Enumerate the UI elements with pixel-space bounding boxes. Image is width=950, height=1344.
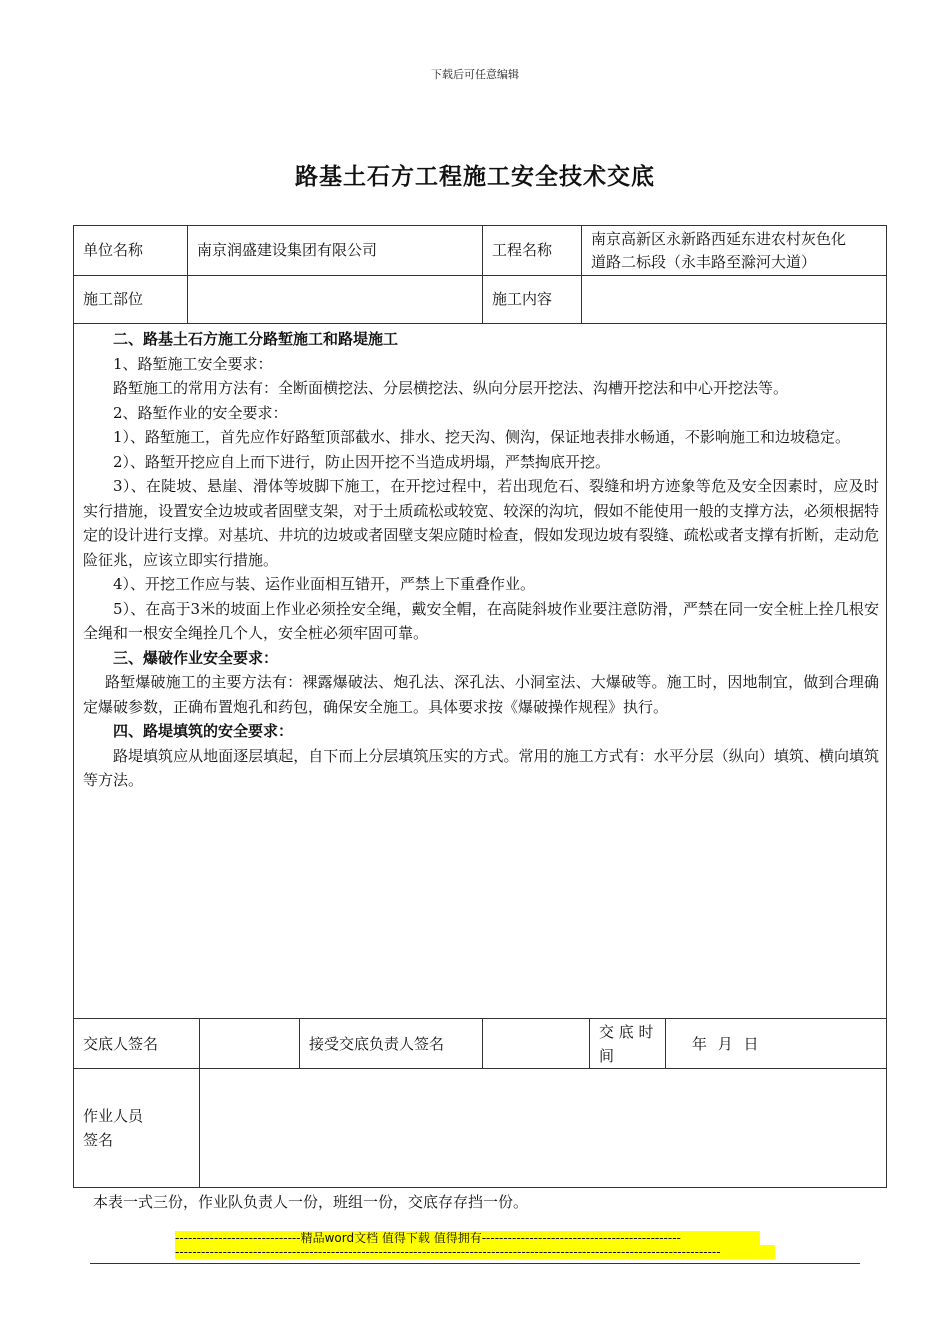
row-divider — [73, 323, 887, 324]
paragraph: 路堤填筑应从地面逐层填起，自下而上分层填筑压实的方式。常用的施工方式有：水平分层（纵向）填筑、横向填筑等方法。 — [83, 746, 879, 789]
header-note: 下载后可任意编辑 — [431, 68, 519, 81]
col-divider — [482, 225, 483, 323]
paragraph: 2）、路堑开挖应自上而下进行，防止因开挖不当造成坍塌，严禁掏底开挖。 — [113, 452, 611, 471]
disclosure-content — [83, 327, 879, 793]
document-title: 路基土石方工程施工安全技术交底 — [295, 164, 655, 190]
paragraph: 1）、路堑施工，首先应作好路堑顶部截水、排水、挖天沟、侧沟，保证地表排水畅通，不影响施工和边坡稳定。 — [113, 428, 851, 446]
paragraph: 2、路堑作业的安全要求： — [113, 403, 288, 422]
receiver-signature-label: 接受交底负责人签名 — [309, 1035, 445, 1053]
construction-content-label: 施工内容 — [492, 290, 553, 308]
paragraph: 路堑施工的常用方法有：全断面横挖法、分层横挖法、纵向分层开挖法、沟槽开挖法和中心开挖法等。 — [113, 379, 789, 397]
paragraph: 1、路堑施工安全要求： — [113, 354, 273, 373]
promo-banner-line2: ------------------------------------------------------------------------------------------------------------------------------ — [175, 1245, 775, 1259]
discloser-signature-label: 交底人签名 — [83, 1035, 159, 1053]
paragraph: 路堑爆破施工的主要方法有：裸露爆破法、炮孔法、深孔法、小洞室法、大爆破等。施工时，因地制宜，做到合理确定爆破参数，正确布置炮孔和药包，确保安全施工。具体要求按《爆破操作规程》执行。 — [83, 673, 879, 716]
disclosure-date-field: 年 月 日 — [692, 1035, 762, 1053]
row-divider — [73, 275, 887, 276]
col-divider — [589, 1018, 590, 1068]
paragraph: 5）、在高于3米的坡面上作业必须拴安全绳，戴安全帽，在高陡斜坡作业要注意防滑，严禁在同一安全桩上拴几根安全绳和一根安全绳拴几个人，安全桩必须牢固可靠。 — [83, 599, 879, 642]
section-heading: 三、爆破作业安全要求： — [113, 648, 279, 667]
footnote: 本表一式三份，作业队负责人一份，班组一份，交底存存挡一份。 — [93, 1193, 529, 1211]
col-divider — [665, 1018, 666, 1068]
col-divider — [581, 225, 582, 323]
construction-dept-label: 施工部位 — [83, 290, 144, 308]
col-divider — [299, 1018, 300, 1068]
row-divider — [73, 1018, 887, 1019]
project-name-value-line1: 南京高新区永新路西延东进农村灰色化 — [591, 230, 847, 248]
workers-signature-label-line2: 签名 — [83, 1131, 114, 1149]
section-heading: 四、路堤填筑的安全要求： — [113, 722, 294, 740]
row-divider — [73, 1068, 887, 1069]
project-name-value-line2: 道路二标段（永丰路至滁河大道） — [591, 253, 817, 271]
unit-name-value: 南京润盛建设集团有限公司 — [197, 241, 378, 259]
col-divider — [199, 1018, 200, 1188]
project-name-label: 工程名称 — [492, 241, 553, 259]
bottom-rule — [90, 1263, 860, 1264]
disclosure-time-label-line1: 交 底 时 — [599, 1023, 654, 1041]
promo-banner-line1: -----------------------------精品word文档 值得下载 值得拥有---------------------------------------------- — [175, 1231, 760, 1245]
paragraph: 3）、在陡坡、悬崖、滑体等坡脚下施工，在开挖过程中，若出现危石、裂缝和坍方迹象等危及安全因素时，应及时实行措施，设置安全边坡或者固壁支架，对于土质疏松或较宽、较深的沟坑，假如不能使用一般的支撑方法，必须根据特定的设计进行支撑。对基坑、井坑的边坡或者固壁支架应随时检查，假如发现边坡有裂缝、疏松或者支撑有折断，走动危险征兆，应该立即实行措施。 — [83, 477, 879, 569]
section-heading: 二、路基土石方施工分路堑施工和路堤施工 — [113, 330, 399, 348]
paragraph: 4）、开挖工作应与装、运作业面相互错开，严禁上下重叠作业。 — [113, 575, 536, 593]
col-divider — [482, 1018, 483, 1068]
col-divider — [187, 225, 188, 323]
disclosure-time-label-line2: 间 — [599, 1047, 615, 1065]
workers-signature-label-line1: 作业人员 — [83, 1107, 144, 1125]
unit-name-label: 单位名称 — [83, 241, 144, 259]
